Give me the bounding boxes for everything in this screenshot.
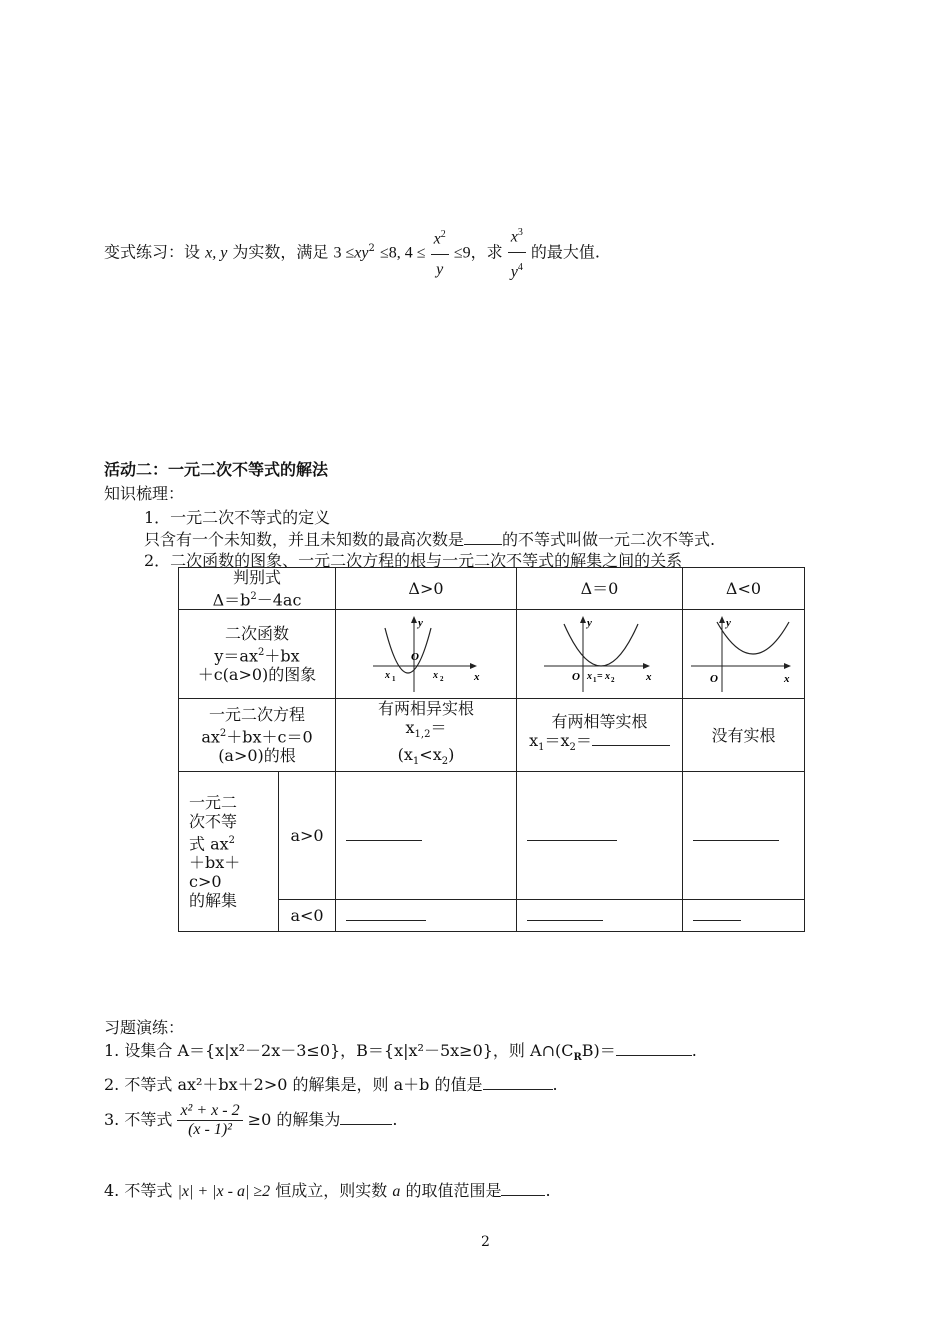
blank-double-root[interactable] — [592, 731, 670, 746]
knowledge-heading: 知识梳理： — [104, 484, 185, 503]
ineq1-d: ≤9 — [453, 244, 471, 262]
blank-degree[interactable] — [464, 530, 502, 545]
svg-text:y: y — [725, 617, 731, 630]
graph-double-root — [517, 610, 683, 699]
svg-text:=: = — [597, 671, 603, 683]
blank-q2[interactable] — [483, 1075, 553, 1090]
svg-text:1: 1 — [392, 675, 396, 684]
q4-expression: |x| + |x - a| ≥2 — [177, 1183, 271, 1200]
roots-equal: 有两相等实根 $x_1=x_2=$ — [517, 699, 683, 771]
roots-none: 没有实根 — [683, 699, 805, 771]
fraction-x2-over-y: $\frac{x^2}{y}$ — [431, 220, 449, 285]
question-1: 1. 设集合 A＝{x|x²－2x－3≤0}，B＝{x|x²－5x≥0}，则 $A\cap(C_RB)=$ . — [104, 1041, 697, 1064]
row-label-inequality: 一元二 次不等 式 $ax^2$ ＋bx＋ c>0 的解集 — [179, 771, 279, 931]
answer-cell-1 — [336, 771, 517, 899]
svg-text:x: x — [587, 671, 592, 683]
ineq1-b: xy — [354, 244, 369, 262]
svg-text:O: O — [572, 671, 580, 684]
page-number: 2 — [481, 1234, 490, 1250]
answer-cell-2 — [517, 771, 683, 899]
activity-title: 活动二：一元二次不等式的解法 — [104, 460, 329, 479]
answer-cell-6 — [683, 899, 805, 931]
blank-answer-5[interactable] — [527, 906, 603, 921]
answer-cell-5 — [517, 899, 683, 931]
question-2: 2. 不等式 ax²＋bx＋2>0 的解集是，则 a＋b 的值是 . — [104, 1075, 558, 1094]
item-2: 2．二次函数的图象、一元二次方程的根与一元二次不等式的解集之间的关系 — [144, 551, 683, 570]
ineq1-a: 3 ≤ — [333, 244, 355, 262]
svg-text:x: x — [385, 670, 390, 682]
svg-text:x: x — [474, 671, 480, 684]
row-label-equation: 一元二次方程 $ax^2+bx+c=0$ (a>0)的根 — [179, 699, 336, 771]
label-a-negative: a<0 — [279, 899, 336, 931]
svg-text:x: x — [783, 673, 789, 686]
graph1-y-label: y — [418, 617, 423, 630]
blank-q1[interactable] — [616, 1041, 692, 1056]
svg-text:O: O — [709, 673, 718, 686]
roots-distinct: 有两相异实根 $x_{1,2}=$ $(x_1<x_2)$ — [336, 699, 517, 771]
question-4: 4. 不等式 |x| + |x - a| ≥2 恒成立，则实数 a 的取值范围是 . — [104, 1181, 551, 1200]
definition-line: 只含有一个未知数，并且未知数的最高次数是 的不等式叫做一元二次不等式. — [144, 530, 716, 549]
svg-text:x: x — [433, 670, 438, 682]
blank-answer-1[interactable] — [346, 826, 422, 841]
variant-exercise: 变式练习：设 x, y 为实数，满足 $3 \le xy^2 \le 8$, 4 ≤ $\frac{x^2}{y}$ ≤9，求 $\frac{x^3}{y^4}$ 的最大值. — [104, 218, 600, 288]
svg-text:x: x — [605, 671, 610, 683]
blank-q4[interactable] — [501, 1181, 545, 1196]
svg-text:1: 1 — [593, 676, 597, 685]
answer-cell-3 — [683, 771, 805, 899]
header-discriminant: 判别式 $\Delta=b^2-4ac$ — [179, 568, 336, 610]
variant-prefix: 变式练习：设 — [104, 242, 201, 262]
exercises-title: 习题演练： — [104, 1018, 185, 1037]
header-delta-zero: Δ＝0 — [517, 568, 683, 610]
item-1: 1．一元二次不等式的定义 — [144, 508, 331, 527]
question-3: 3. 不等式 $\frac{\text{x² + x - 2}}{\text{(x - 1)²}}$ ≥0 的解集为 . — [104, 1102, 398, 1138]
graph-two-roots — [336, 610, 517, 699]
relation-table — [178, 567, 805, 932]
variant-ask: ，求 — [470, 242, 503, 262]
header-delta-negative: Δ<0 — [683, 568, 805, 610]
row-label-function: 二次函数 $y=ax^2+bx$ ＋c(a>0)的图象 — [179, 610, 336, 699]
fraction-x3-over-y4: $\frac{x^3}{y^4}$ — [508, 218, 526, 288]
variant-mid: 为实数，满足 — [232, 242, 329, 262]
q3-fraction: $\frac{\text{x² + x - 2}}{\text{(x - 1)²}}$ — [177, 1102, 242, 1139]
label-a-positive: a>0 — [279, 771, 336, 899]
blank-answer-3[interactable] — [693, 826, 779, 841]
blank-answer-2[interactable] — [527, 826, 617, 841]
svg-text:y: y — [587, 617, 592, 630]
answer-cell-4 — [336, 899, 517, 931]
variant-vars: x, y — [205, 244, 228, 262]
blank-answer-6[interactable] — [693, 906, 741, 921]
blank-answer-4[interactable] — [346, 906, 426, 921]
svg-text:2: 2 — [611, 676, 615, 685]
svg-text:2: 2 — [440, 675, 444, 684]
graph-no-root — [683, 610, 805, 699]
ineq1-c: ≤8, 4 ≤ — [379, 244, 426, 262]
header-delta-positive: Δ>0 — [336, 568, 517, 610]
blank-q3[interactable] — [340, 1110, 392, 1125]
svg-text:O: O — [411, 651, 419, 664]
svg-text:x: x — [646, 671, 652, 684]
variant-suffix: 的最大值. — [530, 242, 601, 262]
